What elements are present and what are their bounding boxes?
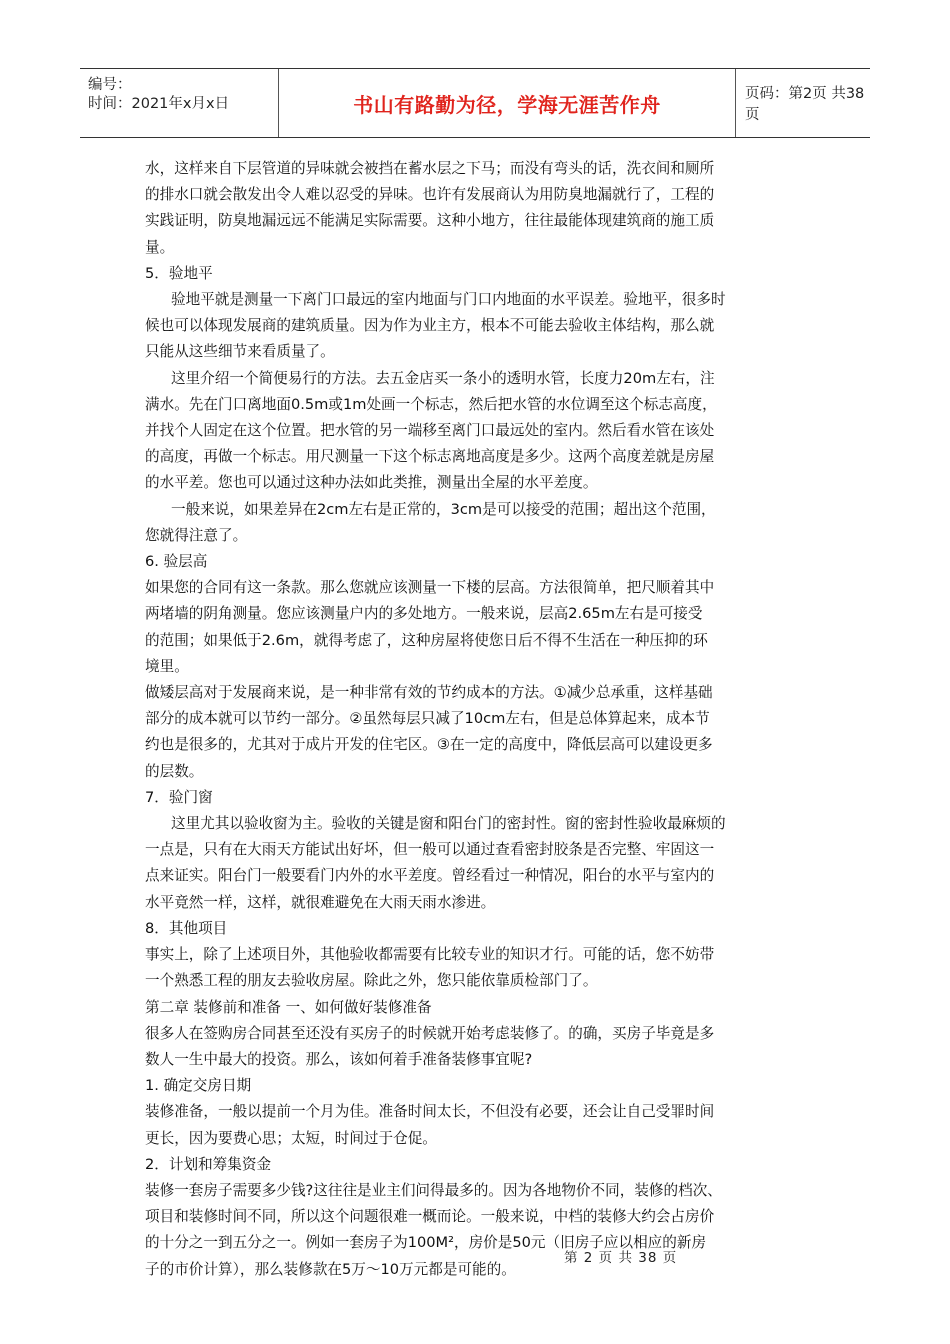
page-footer: 第 2 页 共 38 页 xyxy=(564,1250,678,1266)
text-line: 水，这样来自下层管道的异味就会被挡在蓄水层之下马；而没有弯头的话，洗衣间和厕所 xyxy=(145,160,715,177)
motto-text: 书山有路勤为径，学海无涯苦作舟 xyxy=(353,92,661,117)
text-line: 5．验地平 xyxy=(145,264,213,282)
text-line: 子的市价计算），那么装修款在5万～10万元都是可能的。 xyxy=(145,1260,516,1278)
text-line: 项目和装修时间不同，所以这个问题很难一概而论。一般来说，中档的装修大约会占房价 xyxy=(145,1208,715,1226)
header-meta-cell xyxy=(80,69,279,137)
text-line: 点来证实。阳台门一般要看门内外的水平差度。曾经看过一种情况，阳台的水平与室内的 xyxy=(145,867,715,885)
text-line: 的层数。 xyxy=(145,762,204,780)
text-line: 的排水口就会散发出令人难以忍受的异味。也许有发展商认为用防臭地漏就行了，工程的 xyxy=(145,186,715,204)
text-line: 满水。先在门口离地面0.5m或1m处画一个标志，然后把水管的水位调至这个标志高度， xyxy=(145,395,717,413)
text-line: 验地平就是测量一下离门口最远的室内地面与门口内地面的水平误差。验地平，很多时 xyxy=(171,291,726,309)
text-line: 1. 确定交房日期 xyxy=(145,1077,252,1095)
header-motto-cell xyxy=(279,69,736,137)
text-line: 您就得注意了。 xyxy=(145,526,248,544)
text-line: 量。 xyxy=(145,238,175,256)
text-line: 的范围；如果低于2.6m，就得考虑了，这种房屋将使您日后不得不生活在一种压抑的环 xyxy=(145,631,708,649)
text-line: 两堵墙的阴角测量。您应该测量户内的多处地方。一般来说，层高2.65m左右是可接受 xyxy=(145,605,703,623)
text-line: 装修准备，一般以提前一个月为佳。准备时间太长，不但没有必要，还会让自己受罪时间 xyxy=(145,1103,715,1121)
text-line: 的高度，再做一个标志。用尺测量一下这个标志离地高度是多少。这两个高度差就是房屋 xyxy=(145,448,715,466)
text-line: 做矮层高对于发展商来说，是一种非常有效的节约成本的方法。①减少总承重，这样基础 xyxy=(145,684,713,702)
text-line: 境里。 xyxy=(145,657,189,675)
text-line: 数人一生中最大的投资。那么，该如何着手准备装修事宜呢? xyxy=(145,1050,533,1068)
text-line: 如果您的合同有这一条款。那么您就应该测量一下楼的层高。方法很简单，把尺顺着其中 xyxy=(145,579,715,597)
document-date-label: 时间：2021年x月x日 xyxy=(88,96,230,112)
text-line: 实践证明，防臭地漏远远不能满足实际需要。这种小地方，往往最能体现建筑商的施工质 xyxy=(145,212,715,230)
text-line: 约也是很多的，尤其对于成片开发的住宅区。③在一定的高度中，降低层高可以建设更多 xyxy=(145,736,713,754)
text-line: 候也可以体现发展商的建筑质量。因为作为业主方，根本不可能去验收主体结构，那么就 xyxy=(145,317,715,335)
text-line: 这里尤其以验收窗为主。验收的关键是窗和阳台门的密封性。窗的密封性验收最麻烦的 xyxy=(171,815,726,833)
text-line: 部分的成本就可以节约一部分。②虽然每层只减了10cm左右，但是总体算起来，成本节 xyxy=(145,710,710,728)
document-body xyxy=(145,156,811,1283)
text-line: 第二章 装修前和准备 一、如何做好装修准备 xyxy=(145,998,432,1016)
text-line: 6. 验层高 xyxy=(145,553,208,571)
text-line: 水平竟然一样，这样，就很难避免在大雨天雨水渗进。 xyxy=(145,893,496,911)
page-header xyxy=(80,68,870,138)
header-page-info: 页码：第2页 共38页 xyxy=(745,86,865,123)
text-line: 8．其他项目 xyxy=(145,919,228,937)
text-line: 一点是，只有在大雨天方能试出好坏，但一般可以通过查看密封胶条是否完整、牢固这一 xyxy=(145,841,715,859)
text-line: 7．验门窗 xyxy=(145,788,213,806)
text-line: 2．计划和筹集资金 xyxy=(145,1155,272,1173)
text-line: 的十分之一到五分之一。例如一套房子为100M²，房价是50元（旧房子应以相应的新房 xyxy=(145,1234,707,1252)
text-line: 只能从这些细节来看质量了。 xyxy=(145,343,335,361)
text-line: 一个熟悉工程的朋友去验收房屋。除此之外，您只能依靠质检部门了。 xyxy=(145,972,598,990)
text-line: 这里介绍一个简便易行的方法。去五金店买一条小的透明水管，长度力20m左右，注 xyxy=(171,369,715,387)
document-number-label: 编号： xyxy=(88,77,132,93)
text-line: 装修一套房子需要多少钱?这往往是业主们问得最多的。因为各地物价不同，装修的档次、 xyxy=(145,1181,722,1199)
text-line: 更长，因为要费心思；太短，时间过于仓促。 xyxy=(145,1129,437,1147)
text-line: 很多人在签购房合同甚至还没有买房子的时候就开始考虑装修了。的确，买房子毕竟是多 xyxy=(145,1024,715,1042)
text-line: 事实上，除了上述项目外，其他验收都需要有比较专业的知识才行。可能的话，您不妨带 xyxy=(145,946,715,964)
text-line: 的水平差。您也可以通过这种办法如此类推，测量出全屋的水平差度。 xyxy=(145,474,598,492)
text-line: 并找个人固定在这个位置。把水管的另一端移至离门口最远处的室内。然后看水管在该处 xyxy=(145,422,715,440)
text-line: 一般来说，如果差异在2cm左右是正常的，3cm是可以接受的范围；超出这个范围， xyxy=(171,500,716,518)
